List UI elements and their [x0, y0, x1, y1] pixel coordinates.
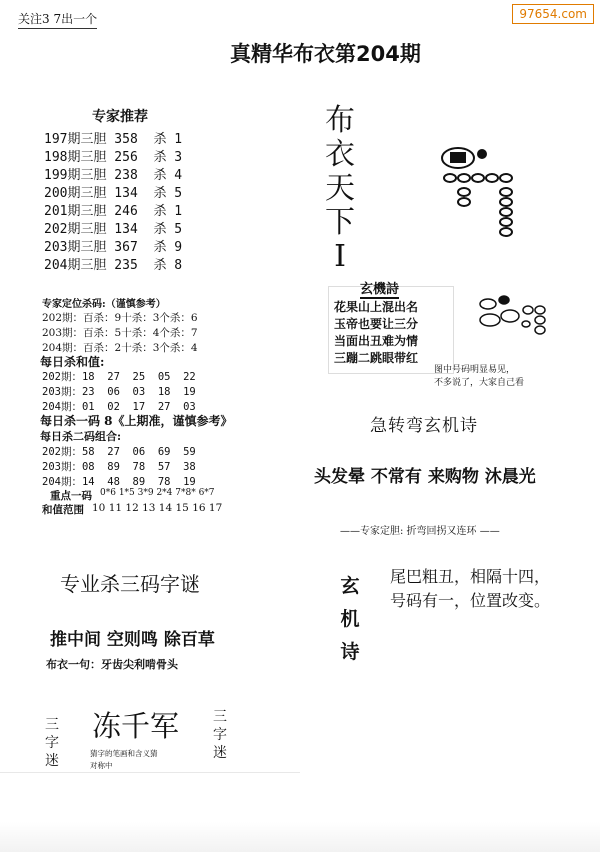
daily-two-row: 203期：08 89 78 57 38 — [42, 461, 196, 473]
buyi-sentence: 布衣一句：牙齿尖利啃骨头 — [46, 658, 178, 671]
urgent-turn-title: 急转弯玄机诗 — [370, 416, 478, 436]
daily-one-title: 每日杀一码 8《上期准，谨慎参考》 — [40, 414, 233, 428]
push-riddle: 推中间 空则鸣 除百草 — [50, 630, 215, 650]
daily-two-row: 204期：14 48 89 78 19 — [42, 476, 196, 488]
expert-row: 201期三胆 246 杀 1 — [44, 204, 183, 219]
daily-two-title: 每日杀二码组合: — [40, 430, 122, 443]
daily-sum-title: 每日杀和值: — [40, 355, 105, 369]
bottom-fade — [0, 822, 600, 852]
three-char-riddle-word: 冻千军 — [92, 709, 180, 743]
vertical-char: 三 — [45, 717, 59, 733]
beads-illustration — [420, 140, 530, 245]
sum-range-value: 10 11 12 13 14 15 16 17 — [92, 502, 223, 514]
expert-row: 203期三胆 367 杀 9 — [44, 240, 183, 255]
vertical-char: 衣 — [325, 137, 355, 172]
vertical-char: 三 — [213, 709, 227, 725]
xuan-ji-shi-line: 尾巴粗丑，相隔十四， — [390, 567, 551, 586]
expert-dan-line: ——专家定胆: 折弯回拐又连环 —— — [340, 526, 500, 537]
kill-position-row: 203期：百杀：5十杀：4个杀：7 — [42, 327, 198, 339]
vertical-char: 玄 — [340, 575, 360, 597]
vertical-char: 字 — [45, 735, 59, 751]
xuan-ji-shi-line: 号码有一，位置改变。 — [390, 591, 551, 610]
daily-sum-row: 204期：01 02 17 27 03 — [42, 401, 196, 413]
poem-title: 玄機詩 — [360, 278, 399, 299]
vertical-char: 下 — [325, 205, 355, 240]
expert-row: 204期三胆 235 杀 8 — [44, 258, 183, 273]
vertical-char: 字 — [213, 727, 227, 743]
daily-two-row: 202期：58 27 06 69 59 — [42, 446, 196, 458]
kill-position-row: 204期：百杀：2十杀：3个杀：4 — [42, 342, 198, 354]
expert-title: 专家推荐 — [92, 109, 148, 125]
vertical-char: 机 — [340, 608, 360, 630]
riddle-phrase: 头发晕 不常有 来购物 沐晨光 — [314, 467, 536, 487]
vertical-char: 天 — [325, 171, 355, 206]
kill-position-title: 专家定位杀码:（谨慎参考） — [42, 299, 166, 310]
pro-riddle-title: 专业杀三码字谜 — [60, 572, 200, 596]
expert-row: 198期三胆 256 杀 3 — [44, 150, 183, 165]
site-watermark[interactable]: 97654.com — [512, 4, 594, 24]
daily-sum-row: 202期：18 27 25 05 22 — [42, 371, 196, 383]
poem-line: 三蹦二跳眼带红 — [334, 351, 419, 365]
expert-row: 202期三胆 134 杀 5 — [44, 222, 183, 237]
vertical-char: 诗 — [340, 641, 360, 663]
daily-sum-row: 203期：23 06 03 18 19 — [42, 386, 196, 398]
xuan-ji-shi-vertical — [338, 570, 362, 669]
bottom-divider — [0, 772, 300, 773]
poem-line: 玉帝也要让三分 — [334, 317, 419, 331]
riddle-note: 猜字的笔画和含义猜 — [90, 749, 158, 758]
vertical-char: I — [334, 239, 346, 274]
header-note: 关注3 7出一个 — [18, 10, 97, 29]
picture-note: 图中号码明显易见， — [434, 365, 516, 375]
poem-line: 花果山上混出名 — [334, 300, 419, 314]
expert-row: 199期三胆 238 杀 4 — [44, 168, 183, 183]
expert-row: 200期三胆 134 杀 5 — [44, 186, 183, 201]
kill-position-row: 202期：百杀：9十杀：3个杀：6 — [42, 312, 198, 324]
vertical-char: 布 — [325, 103, 355, 138]
key-code-label: 重点一码 — [50, 490, 92, 502]
vertical-char: 迷 — [45, 753, 59, 769]
poem-line: 当面出丑难为情 — [334, 334, 419, 348]
three-char-riddle-left — [44, 716, 60, 770]
buyi-tianxia-vertical — [323, 104, 357, 274]
vertical-char: 迷 — [213, 745, 227, 761]
picture-note: 不多说了，大家自己看 — [434, 378, 525, 388]
expert-row: 197期三胆 358 杀 1 — [44, 132, 183, 147]
riddle-note: 对称中 — [90, 761, 113, 770]
three-char-riddle-right — [212, 708, 228, 762]
poem-beads-illustration — [470, 290, 560, 340]
sum-range-label: 和值范围 — [42, 504, 84, 516]
key-code-value: 0*6 1*5 3*9 2*4 7*8* 6*7 — [100, 488, 215, 498]
page-title: 真精华布衣第204期 — [230, 42, 421, 66]
